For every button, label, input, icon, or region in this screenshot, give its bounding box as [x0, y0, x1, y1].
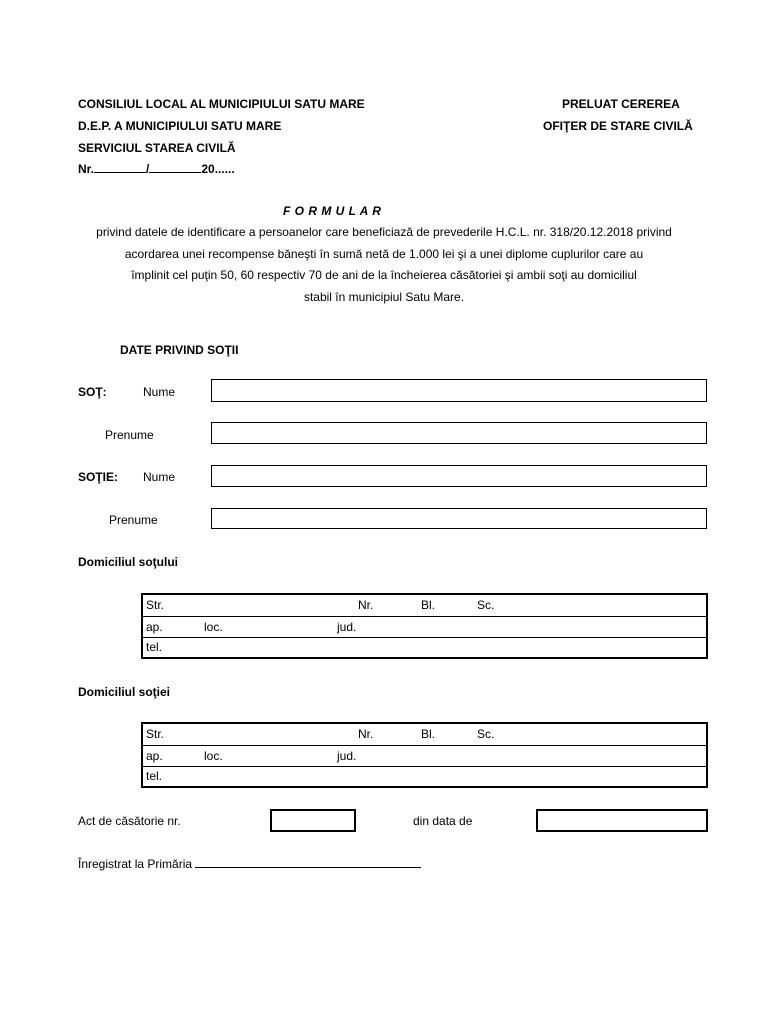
address-row-phone[interactable]: tel.: [146, 769, 163, 783]
section-title: DATE PRIVIND SOŢII: [120, 343, 239, 357]
husband-firstname-field[interactable]: [211, 422, 707, 444]
address-row-locality[interactable]: ap. loc. jud.: [143, 746, 706, 767]
address-row-street[interactable]: Str. Nr. Bl. Sc.: [143, 595, 706, 617]
wife-label: SOŢIE:: [78, 470, 119, 484]
town-hall-blank[interactable]: [195, 867, 421, 868]
nr-blank[interactable]: [94, 172, 146, 173]
wife-address-table: [141, 722, 708, 788]
marriage-act-number-field[interactable]: [270, 809, 356, 832]
header-department: D.E.P. A MUNICIPIULUI SATU MARE: [78, 119, 282, 133]
civil-officer-label: OFIŢER DE STARE CIVILĂ: [543, 119, 693, 133]
wife-name-label: Nume: [143, 470, 176, 484]
header-service: SERVICIUL STAREA CIVILĂ: [78, 141, 236, 155]
address-row-locality[interactable]: ap. loc. jud.: [143, 617, 706, 638]
marriage-date-field[interactable]: [536, 809, 708, 832]
husband-address-title: Domiciliul soţului: [78, 555, 179, 569]
wife-name-field[interactable]: [211, 465, 707, 487]
registration-number: Nr. / 20......: [78, 162, 235, 176]
husband-name-label: Nume: [143, 385, 176, 399]
address-row-phone[interactable]: tel.: [146, 640, 163, 654]
marriage-act-label: Act de căsătorie nr.: [78, 814, 181, 828]
marriage-date-label: din data de: [413, 814, 473, 828]
intro-line: privind datele de identificare a persoanelor care beneficiază de prevederile H.C.L. nr. 318/20.12.2018 privind: [96, 225, 672, 239]
form-title: F O R M U L A R: [283, 204, 382, 218]
intro-line: împlinit cel puţin 50, 60 respectiv 70 de ani de la încheierea căsătoriei şi ambii soţi au domiciliul: [131, 268, 637, 282]
intro-paragraph: [60, 222, 708, 308]
address-row-street[interactable]: Str. Nr. Bl. Sc.: [143, 724, 706, 746]
wife-firstname-field[interactable]: [211, 508, 707, 529]
registered-at-town-hall: Înregistrat la Primăria: [78, 857, 421, 871]
husband-name-field[interactable]: [211, 379, 707, 402]
received-request-label: PRELUAT CEREREA: [562, 97, 680, 111]
intro-line: stabil în municipiul Satu Mare.: [303, 289, 465, 304]
header-institution: CONSILIUL LOCAL AL MUNICIPIULUI SATU MARE: [78, 97, 365, 111]
intro-line: acordarea unei recompense băneşti în sumă netă de 1.000 lei şi a unei diplome cuplurilor care au: [124, 246, 644, 261]
date-blank[interactable]: [149, 172, 201, 173]
husband-address-table: [141, 593, 708, 659]
wife-address-title: Domiciliul soţiei: [78, 685, 171, 699]
husband-label: SOŢ:: [78, 385, 107, 399]
wife-firstname-label: Prenume: [109, 513, 158, 527]
husband-firstname-label: Prenume: [105, 428, 154, 442]
